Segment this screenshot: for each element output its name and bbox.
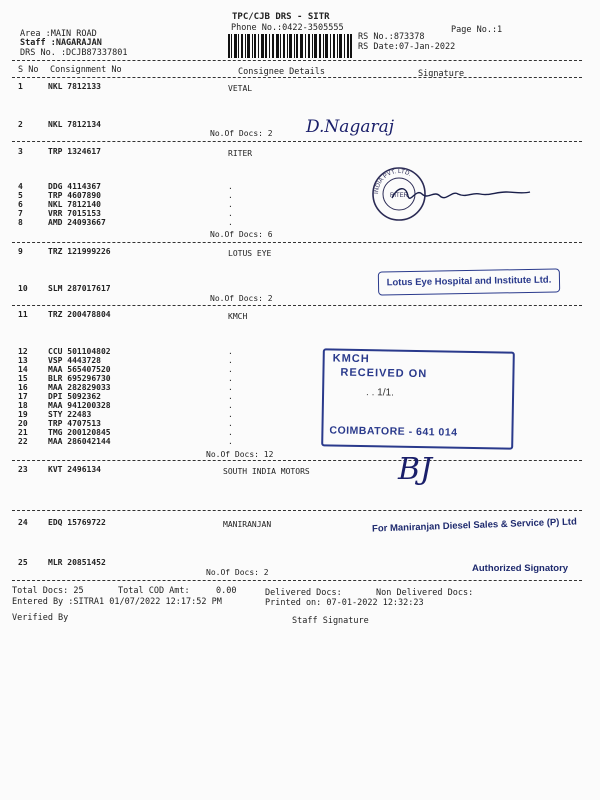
consignment-no: STY 22483: [48, 410, 92, 419]
kmch-stamp-title: KMCH: [332, 352, 370, 366]
consignment-no: MAA 565407520: [48, 365, 111, 374]
rs-date: RS Date:07-Jan-2022: [358, 42, 456, 52]
verified-by: Verified By: [12, 613, 69, 623]
consignee-name: KMCH: [228, 312, 248, 321]
signature: BJ: [398, 452, 433, 487]
table-row: [18, 147, 578, 157]
area: Area :MAIN ROAD: [20, 29, 97, 39]
dot: .: [228, 437, 233, 446]
dot: .: [228, 401, 233, 410]
col-consignment: Consignment No: [50, 65, 122, 75]
phone-number: Phone No.:0422-3505555: [231, 23, 344, 33]
sno: 17: [18, 392, 28, 401]
sno: 19: [18, 410, 28, 419]
lotus-stamp: Lotus Eye Hospital and Institute Ltd.: [378, 268, 560, 295]
dot: .: [228, 200, 233, 209]
sno: 14: [18, 365, 28, 374]
consignment-no: KVT 2496134: [48, 465, 101, 474]
docs-count: No.Of Docs: 2: [210, 129, 273, 138]
sno: 5: [18, 191, 23, 200]
sno: 9: [18, 247, 23, 256]
consignee-name: LOTUS EYE: [228, 249, 272, 258]
consignment-no: BLR 695296730: [48, 374, 111, 383]
divider: [12, 580, 582, 581]
printed-on: Printed on: 07-01-2022 12:32:23: [265, 598, 424, 608]
riter-stamp-inner-text: RITER: [390, 193, 408, 199]
consignment-no: AMD 24093667: [48, 218, 106, 227]
sno: 18: [18, 401, 28, 410]
col-signature: Signature: [418, 69, 465, 79]
consignment-no: VRR 7015153: [48, 209, 101, 218]
non-delivered-docs: Non Delivered Docs:: [376, 588, 474, 598]
rs-number: RS No.:873378: [358, 32, 425, 42]
docs-count: No.Of Docs: 2: [206, 568, 269, 577]
dot: .: [228, 182, 233, 191]
kmch-stamp-received: RECEIVED ON: [340, 366, 428, 381]
consignment-no: NKL 7812133: [48, 82, 101, 91]
staff-signature: Staff Signature: [292, 616, 369, 626]
consignee-name: MANIRANJAN: [223, 520, 272, 529]
sno: 16: [18, 383, 28, 392]
docs-count: No.Of Docs: 6: [210, 230, 273, 239]
consignment-no: SLM 287017617: [48, 284, 111, 293]
dot: .: [228, 428, 233, 437]
col-sno: S No: [18, 65, 39, 75]
staff: Staff :NAGARAJAN: [20, 38, 102, 48]
sno: 23: [18, 465, 28, 474]
sno: 4: [18, 182, 23, 191]
total-docs: Total Docs: 25: [12, 586, 84, 596]
divider: [12, 510, 582, 511]
dot: .: [228, 392, 233, 401]
total-cod-value: 0.00: [216, 586, 237, 596]
sno: 13: [18, 356, 28, 365]
consignment-no: TRZ 121999226: [48, 247, 111, 256]
page-number: Page No.:1: [451, 25, 503, 35]
riter-stamp-ring-text: INDIA PVT. LTD.: [373, 168, 412, 195]
kmch-stamp-city: COIMBATORE - 641 014: [329, 424, 458, 439]
dot: .: [228, 419, 233, 428]
docs-count: No.Of Docs: 2: [210, 294, 273, 303]
dot: .: [228, 209, 233, 218]
divider: [12, 305, 582, 306]
divider: [12, 77, 582, 78]
col-consignee: Consignee Details: [238, 67, 325, 77]
authorized-signatory: Authorized Signatory: [472, 563, 569, 574]
dot: .: [228, 374, 233, 383]
riter-signature: [388, 180, 538, 210]
divider: [12, 460, 582, 461]
barcode-graphic: [228, 34, 352, 58]
dot: .: [228, 365, 233, 374]
sno: 10: [18, 284, 28, 293]
delivered-docs: Delivered Docs:: [265, 588, 342, 598]
divider: [12, 141, 582, 142]
sno: 20: [18, 419, 28, 428]
consignment-no: EDQ 15769722: [48, 518, 106, 527]
sno: 12: [18, 347, 28, 356]
table-row: [18, 465, 578, 475]
sno: 6: [18, 200, 23, 209]
entered-by: Entered By :SITRA1 01/07/2022 12:17:52 PM: [12, 597, 222, 607]
sno: 21: [18, 428, 28, 437]
sno: 3: [18, 147, 23, 156]
sno: 8: [18, 218, 23, 227]
sno: 7: [18, 209, 23, 218]
table-row: [18, 218, 578, 228]
maniranjan-stamp: For Maniranjan Diesel Sales & Service (P) Ltd: [371, 516, 577, 535]
dot: .: [228, 356, 233, 365]
sno: 22: [18, 437, 28, 446]
consignment-no: VSP 4443728: [48, 356, 101, 365]
divider: [12, 242, 582, 243]
consignment-no: DDG 4114367: [48, 182, 101, 191]
kmch-stamp-date: . . 1/1.: [366, 387, 394, 399]
consignee-name: VETAL: [228, 84, 253, 93]
consignee-name: RITER: [228, 149, 253, 158]
consignment-no: MLR 20851452: [48, 558, 106, 567]
docs-count: No.Of Docs: 12: [206, 450, 274, 459]
consignment-no: MAA 282829033: [48, 383, 111, 392]
dot: .: [228, 410, 233, 419]
consignment-no: TRZ 200478804: [48, 310, 111, 319]
divider: [12, 60, 582, 61]
consignment-no: MAA 286042144: [48, 437, 111, 446]
consignment-no: NKL 7812134: [48, 120, 101, 129]
sno: 1: [18, 82, 23, 91]
consignment-no: TRP 4607890: [48, 191, 101, 200]
sno: 25: [18, 558, 28, 567]
table-row: [18, 82, 578, 92]
barcode: [228, 34, 352, 58]
signature: D.Nagaraj: [306, 117, 394, 137]
sno: 2: [18, 120, 23, 129]
dot: .: [228, 383, 233, 392]
consignment-no: TRP 4707513: [48, 419, 101, 428]
drs-number: DRS No. :DCJB87337801: [20, 48, 128, 58]
consignment-no: DPI 5092362: [48, 392, 101, 401]
total-cod-label: Total COD Amt:: [118, 586, 190, 596]
document-title: TPC/CJB DRS - SITR: [232, 12, 330, 22]
dot: .: [228, 191, 233, 200]
dot: .: [228, 347, 233, 356]
consignment-no: TRP 1324617: [48, 147, 101, 156]
table-row: [18, 247, 578, 257]
sno: 24: [18, 518, 28, 527]
dot: .: [228, 218, 233, 227]
kmch-stamp: [321, 348, 515, 449]
sno: 15: [18, 374, 28, 383]
table-row: [18, 310, 578, 320]
consignee-name: SOUTH INDIA MOTORS: [223, 467, 310, 476]
consignment-no: TMG 200120845: [48, 428, 111, 437]
sno: 11: [18, 310, 28, 319]
consignment-no: NKL 7812140: [48, 200, 101, 209]
consignment-no: MAA 941200328: [48, 401, 111, 410]
table-row: [18, 120, 578, 130]
riter-signature-graphic: [388, 180, 538, 210]
consignment-no: CCU 501104802: [48, 347, 111, 356]
